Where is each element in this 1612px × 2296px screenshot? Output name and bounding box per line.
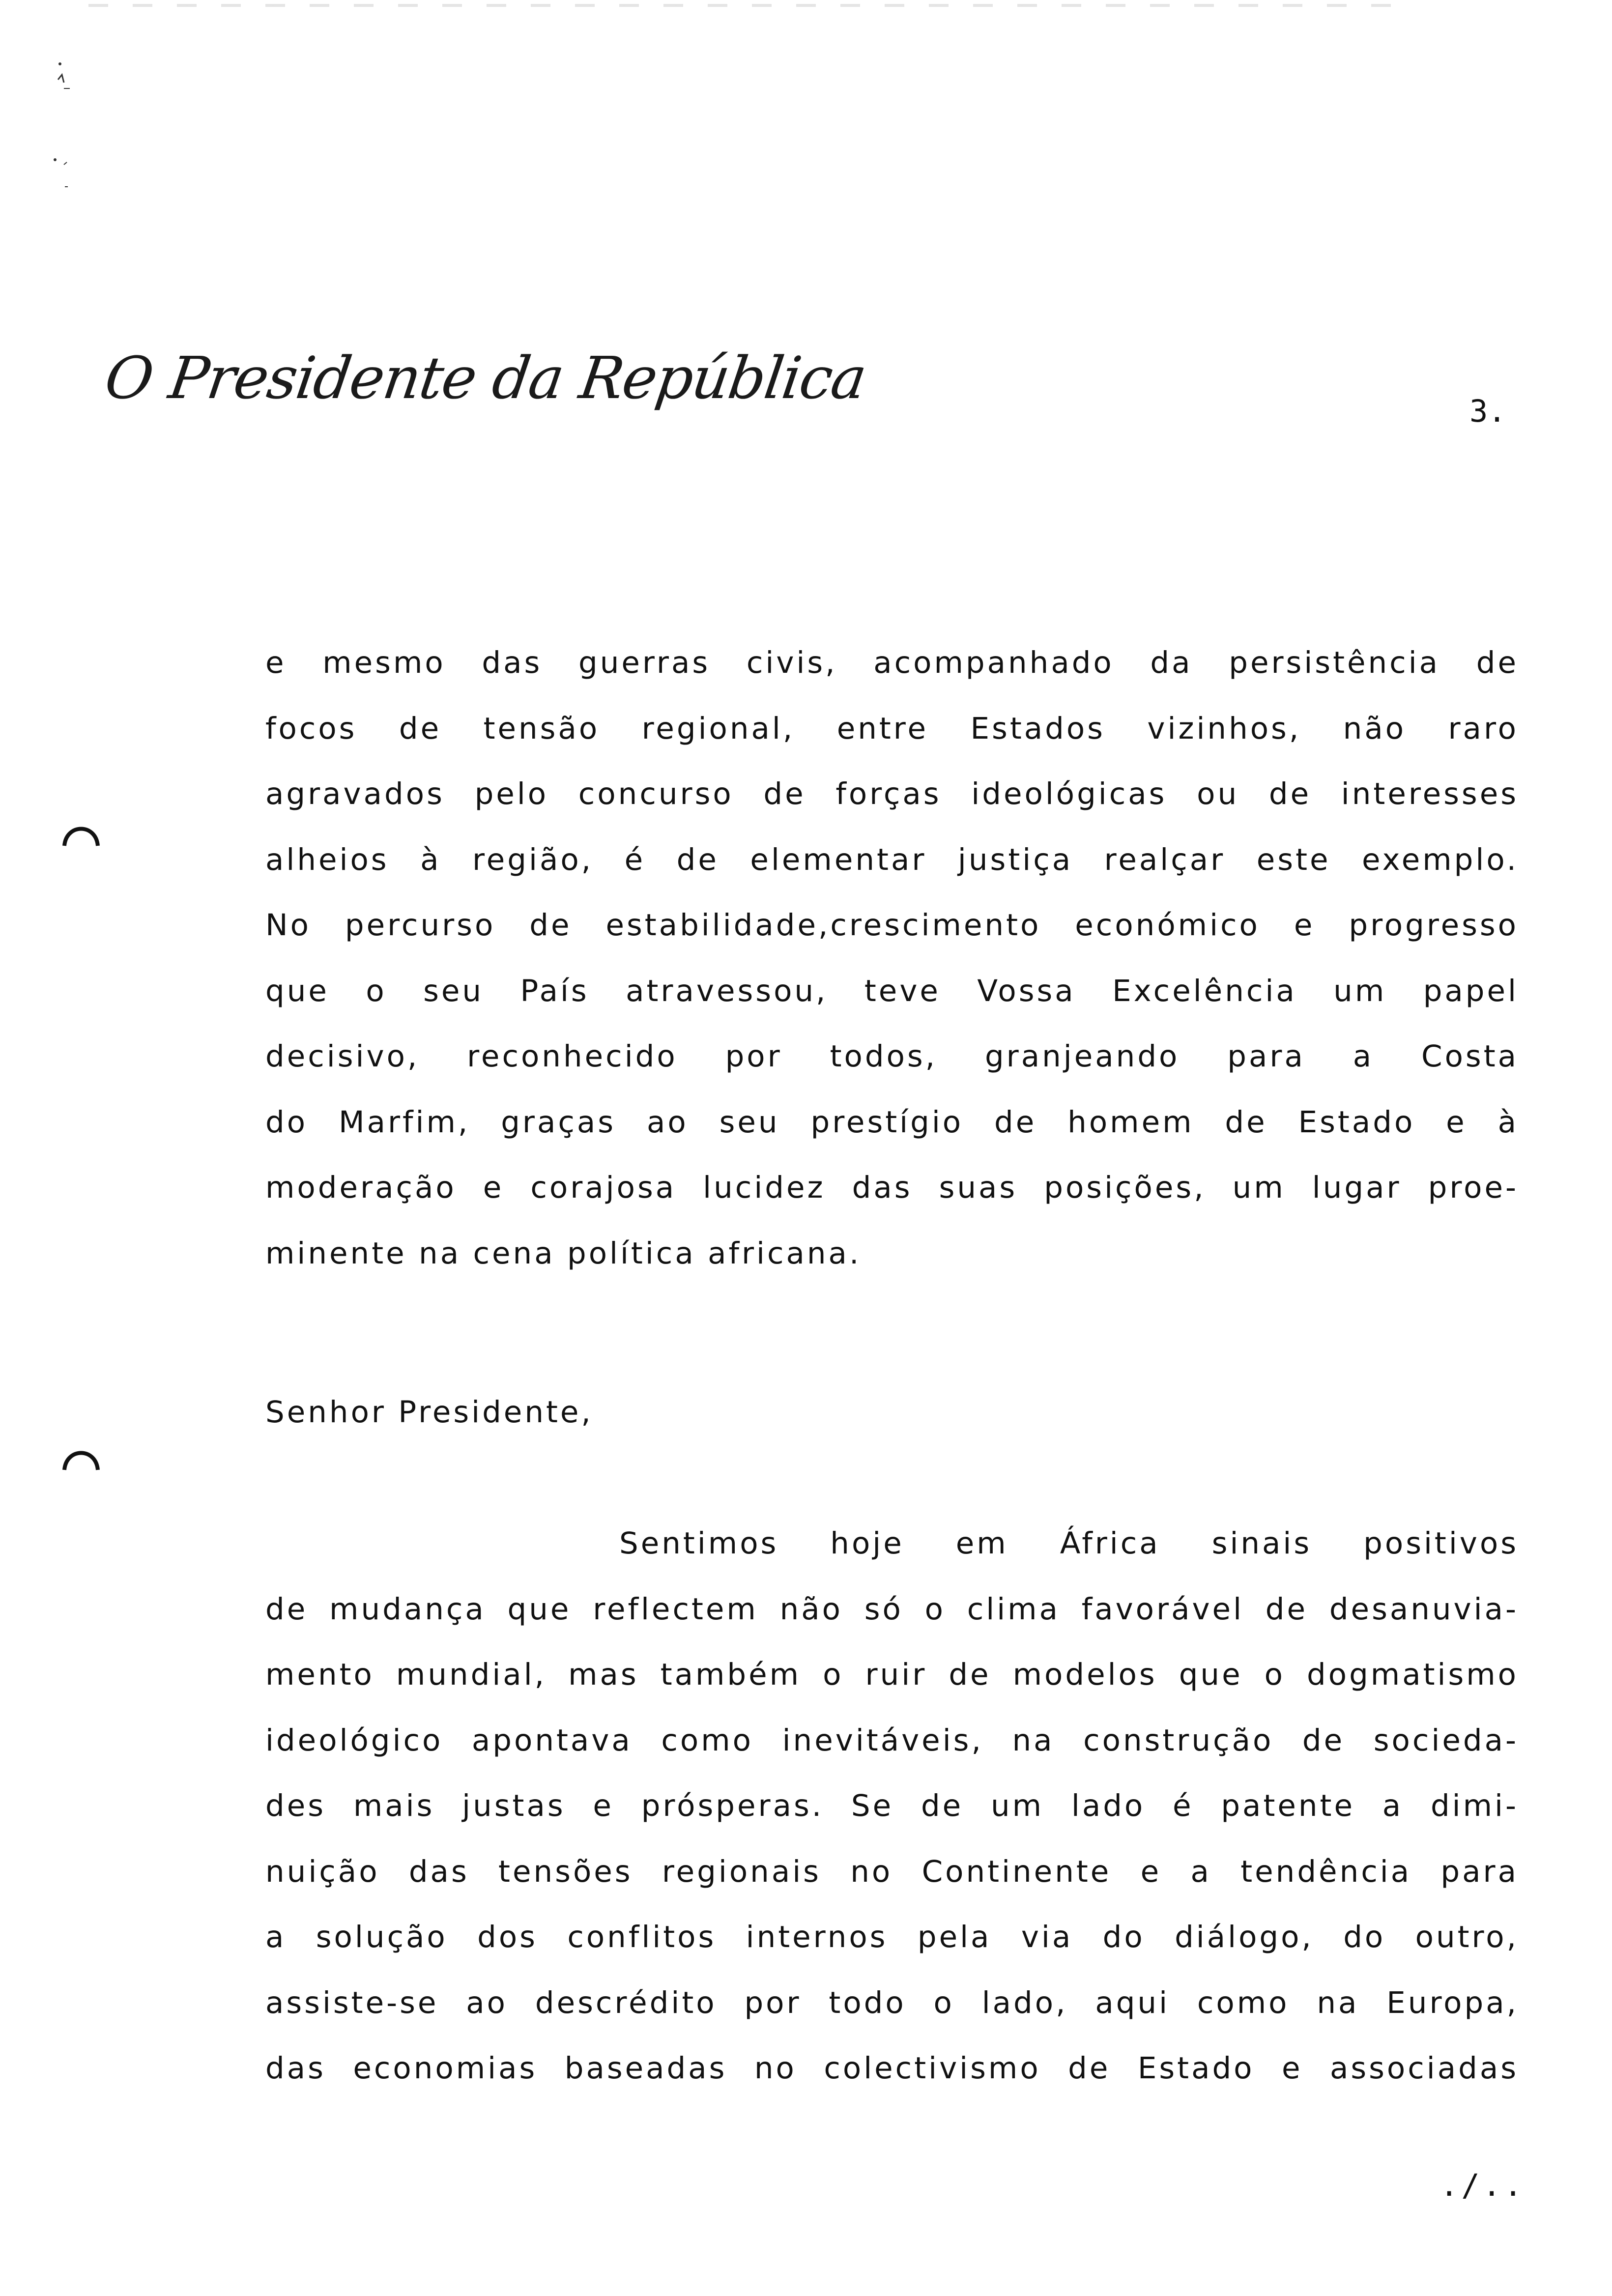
text-line: des mais justas e prósperas. Se de um lado é patente a dimi- bbox=[265, 1788, 1519, 1823]
margin-marks bbox=[49, 59, 79, 206]
letterhead-title: O Presidente da República bbox=[101, 344, 870, 412]
binder-hole-mark bbox=[61, 1442, 101, 1472]
text-line: nuição das tensões regionais no Continente e a tendência para bbox=[265, 1854, 1519, 1889]
text-line: alheios à região, é de elementar justiça realçar este exemplo. bbox=[265, 842, 1519, 877]
paragraph-2 bbox=[265, 1511, 1519, 2101]
paragraph-1 bbox=[265, 630, 1519, 1286]
text-line: focos de tensão regional, entre Estados vizinhos, não raro bbox=[265, 711, 1519, 746]
text-line: No percurso de estabilidade,crescimento económico e progresso bbox=[265, 908, 1519, 943]
text-line: moderação e corajosa lucidez das suas posições, um lugar proe- bbox=[265, 1170, 1519, 1205]
text-line: assiste-se ao descrédito por todo o lado, aqui como na Europa, bbox=[265, 1985, 1519, 2020]
binder-hole-mark bbox=[61, 818, 101, 848]
text-line: a solução dos conflitos internos pela via do diálogo, do outro, bbox=[265, 1920, 1519, 1954]
text-line: minente na cena política africana. bbox=[265, 1235, 862, 1271]
text-line: ideológico apontava como inevitáveis, na construção de socieda- bbox=[265, 1722, 1519, 1758]
text-line: mento mundial, mas também o ruir de modelos que o dogmatismo bbox=[265, 1657, 1519, 1692]
text-line: agravados pelo concurso de forças ideológicas ou de interesses bbox=[265, 776, 1519, 811]
text-line: das economias baseadas no colectivismo de Estado e associadas bbox=[265, 2051, 1519, 2086]
text-line: e mesmo das guerras civis, acompanhado da persistência de bbox=[265, 645, 1519, 680]
continuation-mark: ./.. bbox=[1440, 2167, 1526, 2203]
salutation: Senhor Presidente, bbox=[265, 1395, 593, 1430]
text-line: Sentimos hoje em África sinais positivos bbox=[619, 1526, 1519, 1561]
text-line: que o seu País atravessou, teve Vossa Excelência um papel bbox=[265, 973, 1519, 1008]
text-line: decisivo, reconhecido por todos, granjeando para a Costa bbox=[265, 1039, 1519, 1074]
scan-artifact-top bbox=[88, 4, 1415, 7]
text-line: de mudança que reflectem não só o clima favorável de desanuvia- bbox=[265, 1591, 1519, 1627]
page-number: 3. bbox=[1469, 393, 1506, 429]
text-line: do Marfim, graças ao seu prestígio de homem de Estado e à bbox=[265, 1104, 1519, 1140]
